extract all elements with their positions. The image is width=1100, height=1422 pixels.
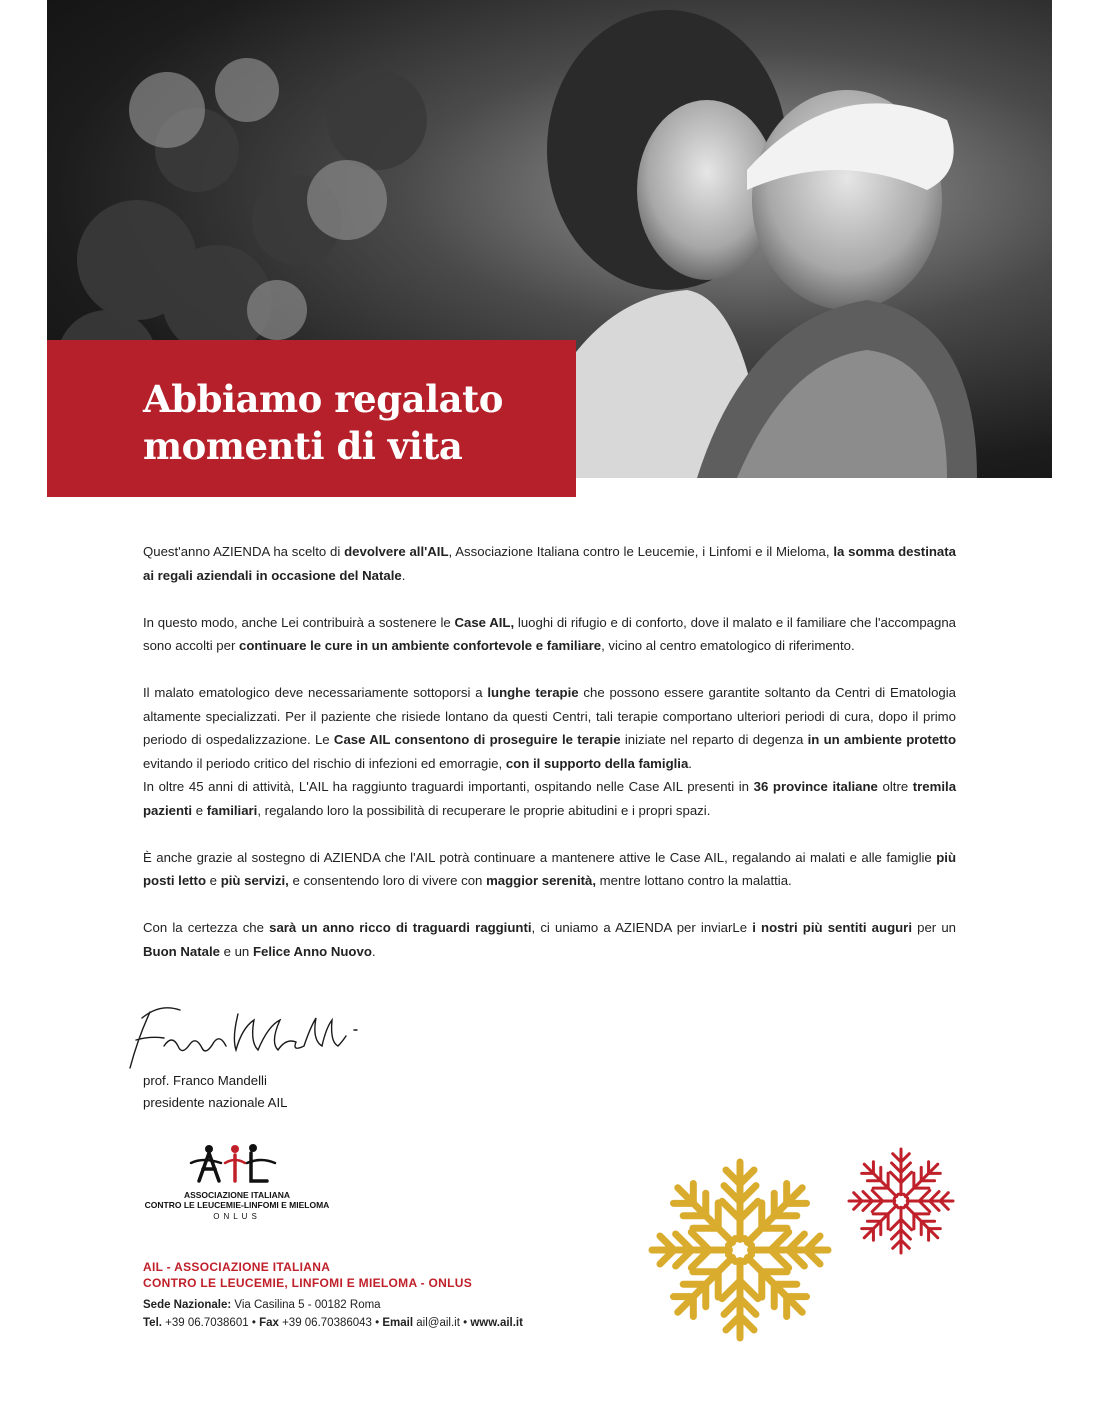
text: per un	[911, 920, 956, 935]
contact-sede	[143, 1296, 523, 1314]
letter-body	[143, 540, 956, 987]
text: È anche grazie al sostegno di AZIENDA che l'AIL potrà continuare a mantenere attive le Case AIL, regalando ai malati e alle famiglie	[143, 849, 937, 865]
organization-line-1: AIL - ASSOCIAZIONE ITALIANA	[143, 1260, 331, 1274]
text: Quest'anno AZIENDA ha scelto di	[143, 544, 345, 559]
bold-text: familiari	[206, 802, 258, 818]
bold-text: lunghe terapie	[487, 685, 579, 700]
text: , vicino al centro ematologico di riferimento.	[601, 638, 855, 653]
website-link[interactable]: www.ail.it	[470, 1317, 523, 1329]
bold-text: Case AIL consentono di proseguire le terapie	[333, 732, 621, 747]
text: .	[401, 567, 406, 583]
letter-paragraph	[143, 540, 956, 587]
letter-paragraph	[143, 846, 956, 893]
bold-text: continuare le cure in un ambiente confortevole e familiare	[239, 638, 602, 653]
bold-text: tremila pazienti	[143, 779, 957, 818]
bold-text: Felice Anno Nuovo	[252, 943, 372, 959]
letter-paragraph	[143, 916, 956, 963]
text: .	[688, 755, 692, 771]
bold-text: Buon Natale	[143, 943, 220, 959]
logo-line-2: CONTRO LE LEUCEMIE-LINFOMI E MIELOMA	[144, 1200, 330, 1210]
bullet-separator: •	[251, 1317, 260, 1329]
bold-text: con il supporto della famiglia	[505, 755, 689, 771]
signer-name: prof. Franco Mandelli	[143, 1073, 267, 1088]
letter-paragraph	[143, 775, 956, 822]
bullet-separator: •	[463, 1317, 471, 1329]
bullet-separator: •	[375, 1317, 383, 1329]
signer-role: presidente nazionale AIL	[143, 1095, 288, 1110]
email-label: Email	[382, 1317, 414, 1329]
text: e un	[219, 943, 253, 959]
text: che possono essere garantite soltanto da Centri di Ematologia altamente specializzati. Per il paziente che risiede lontano da questi Centri, tali terapie comportano ulteriori periodi di cura, dopo il primo periodo di ospedalizzazione. Le	[143, 685, 956, 747]
text: , regalando loro la possibilità di recuperare le proprie abitudini e i propri spazi.	[257, 802, 711, 818]
ail-logo	[143, 1143, 331, 1221]
email-link[interactable]: ail@ail.it	[413, 1317, 460, 1329]
logo-line-3: ONLUS	[213, 1212, 261, 1221]
text: e	[206, 873, 221, 888]
text: luoghi di rifugio e di conforto, dove il malato e il familiare che l'accompagna sono accolti per	[143, 614, 957, 653]
contact-block	[143, 1296, 523, 1332]
bold-text: maggior serenità,	[486, 873, 596, 888]
text: In oltre 45 anni di attività, L'AIL ha raggiunto traguardi importanti, ospitando nelle Case AIL presenti in	[143, 779, 754, 794]
text: Con la certezza che	[143, 920, 270, 935]
ail-logo-mark	[143, 1143, 331, 1185]
bold-text: 36 province italiane	[753, 779, 878, 794]
bold-text: più posti letto	[143, 849, 956, 888]
text: e	[192, 802, 207, 818]
bold-text: la somma destinata ai regali aziendali in occasione del Natale	[143, 544, 956, 583]
sede-label: Sede Nazionale:	[143, 1299, 232, 1311]
text: mentre lottano contro la malattia.	[596, 873, 792, 888]
letter-paragraph	[143, 611, 956, 658]
text: .	[371, 943, 376, 959]
text: Il malato ematologico deve necessariamente sottoporsi a	[143, 685, 488, 700]
text: iniziate nel reparto di degenza	[620, 732, 808, 747]
logo-line-1: ASSOCIAZIONE ITALIANA	[183, 1190, 291, 1200]
text: In questo modo, anche Lei contribuirà a sostenere le	[143, 614, 455, 630]
bold-text: i nostri più sentiti auguri	[752, 920, 912, 935]
headline-line-1: Abbiamo regalato	[143, 377, 503, 421]
bold-text: più servizi,	[220, 873, 289, 888]
bold-text: sarà un anno ricco di traguardi raggiunti	[269, 920, 532, 935]
letter-paragraph	[143, 681, 956, 775]
fax-value: +39 06.70386043	[278, 1317, 372, 1329]
contact-line	[143, 1314, 523, 1332]
fax-label: Fax	[259, 1317, 279, 1329]
organization-name	[143, 1259, 472, 1291]
bold-text: Case AIL,	[454, 614, 515, 630]
red-snowflake-icon	[845, 1145, 957, 1257]
signer-block	[143, 1070, 287, 1114]
tel-value: +39 06.7038601	[161, 1317, 249, 1329]
gold-snowflake-icon	[645, 1155, 835, 1345]
headline-line-2: momenti di vita	[143, 424, 463, 468]
text: oltre	[877, 779, 913, 794]
text: evitando il periodo critico del rischio di infezioni ed emorragie,	[143, 755, 506, 771]
text: , Associazione Italiana contro le Leucemie, i Linfomi e il Mieloma,	[448, 544, 834, 559]
text: , ci uniamo a AZIENDA per inviarLe	[531, 920, 753, 935]
headline-box	[47, 340, 576, 497]
text: e consentendo loro di vivere con	[288, 873, 487, 888]
sede-value: Via Casilina 5 - 00182 Roma	[231, 1299, 381, 1311]
organization-line-2: CONTRO LE LEUCEMIE, LINFOMI E MIELOMA - ONLUS	[143, 1276, 473, 1290]
headline	[143, 376, 503, 470]
tel-label: Tel.	[143, 1317, 162, 1329]
bold-text: in un ambiente protetto	[807, 732, 956, 747]
bold-text: devolvere all'AIL	[344, 544, 449, 559]
handwritten-signature	[120, 998, 370, 1078]
